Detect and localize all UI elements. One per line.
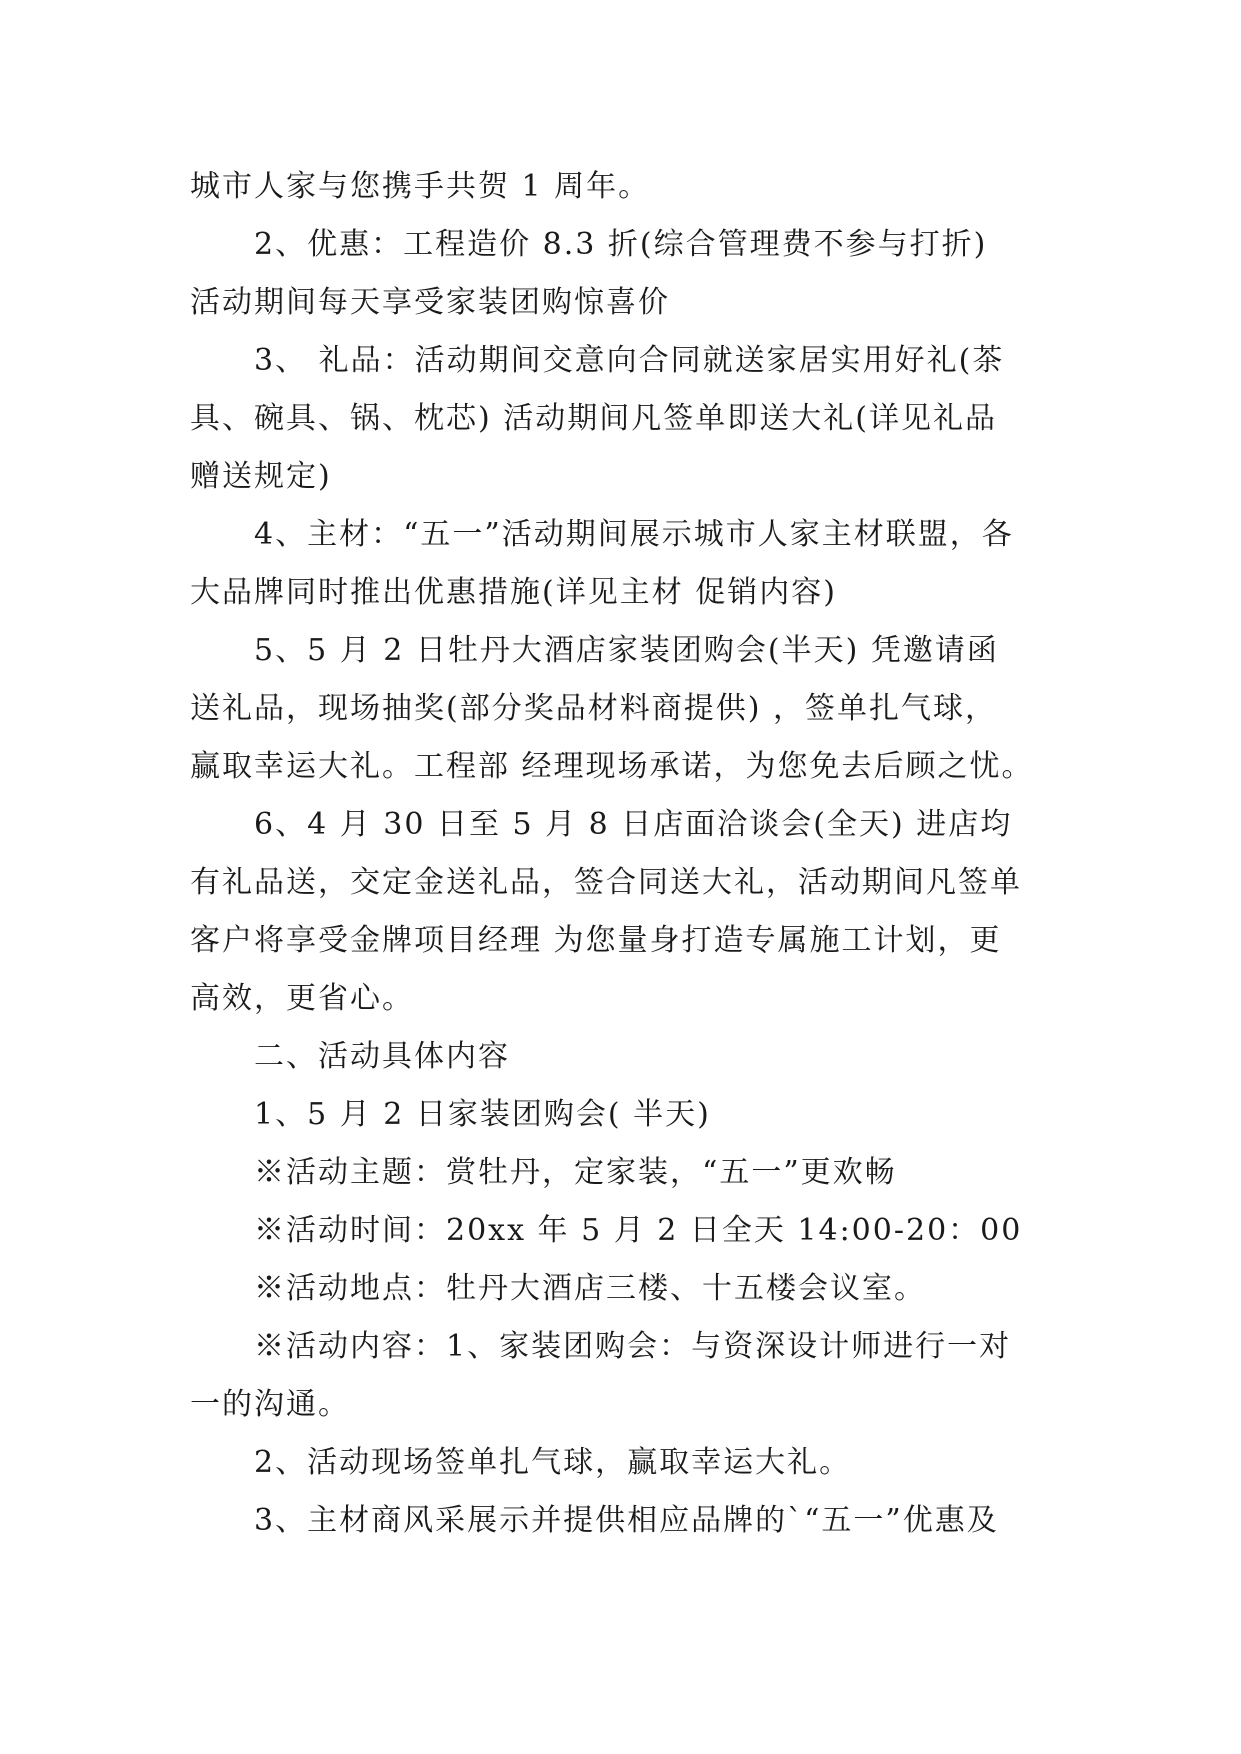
text-line: 4、主材：“五一”活动期间展示城市人家主材联盟，各	[254, 517, 1014, 552]
text-line: 有礼品送，交定金送礼品，签合同送大礼，活动期间凡签单	[190, 865, 1022, 900]
text-line: 3、主材商风采展示并提供相应品牌的`“五一”优惠及	[254, 1503, 999, 1538]
text-line: 一的沟通。	[190, 1387, 350, 1422]
text-line: 送礼品，现场抽奖(部分奖品材料商提供) ，签单扎气球，	[190, 691, 997, 726]
text-line: 大品牌同时推出优惠措施(详见主材 促销内容)	[190, 575, 837, 610]
text-line: 高效，更省心。	[190, 981, 414, 1016]
text-line: 赢取幸运大礼。工程部 经理现场承诺，为您免去后顾之忧。	[190, 749, 1034, 784]
text-line: 5、5 月 2 日牡丹大酒店家装团购会(半天) 凭邀请函	[254, 633, 999, 668]
text-line: 3、 礼品：活动期间交意向合同就送家居实用好礼(茶	[254, 343, 1005, 378]
text-line: 活动期间每天享受家装团购惊喜价	[190, 285, 670, 320]
text-line: ※活动主题：赏牡丹，定家装，“五一”更欢畅	[254, 1155, 897, 1190]
text-line: ※活动时间：20xx 年 5 月 2 日全天 14:00-20：00	[254, 1213, 1023, 1248]
text-line: 具、碗具、锅、枕芯) 活动期间凡签单即送大礼(详见礼品	[190, 401, 997, 436]
document-body	[190, 158, 1050, 1550]
text-line: 6、4 月 30 日至 5 月 8 日店面洽谈会(全天) 进店均	[254, 807, 1013, 842]
text-line: 2、活动现场签单扎气球，赢取幸运大礼。	[254, 1445, 852, 1480]
text-line: 1、5 月 2 日家装团购会( 半天)	[254, 1097, 711, 1132]
text-line: ※活动地点：牡丹大酒店三楼、十五楼会议室。	[254, 1271, 926, 1306]
text-line: 2、优惠：工程造价 8.3 折(综合管理费不参与打折)	[254, 227, 988, 262]
section-heading: 二、活动具体内容	[254, 1039, 510, 1074]
text-line: ※活动内容：1、家装团购会：与资深设计师进行一对	[254, 1329, 1012, 1364]
text-line: 城市人家与您携手共贺 1 周年。	[190, 169, 651, 204]
text-line: 客户将享受金牌项目经理 为您量身打造专属施工计划，更	[190, 923, 1002, 958]
text-line: 赠送规定)	[190, 459, 332, 494]
